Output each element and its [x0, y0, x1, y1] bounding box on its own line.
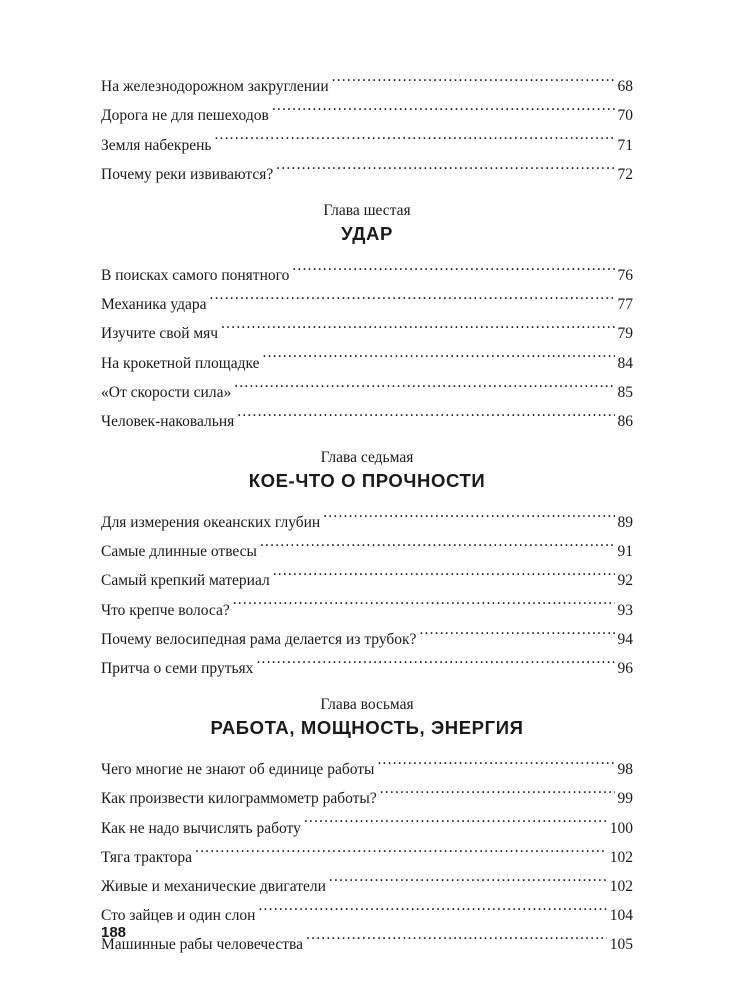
- toc-entry-title: Притча о семи прутьях: [101, 660, 254, 677]
- toc-entry: [101, 251, 633, 284]
- toc-entry-page: 94: [617, 630, 633, 648]
- dot-leader: [258, 891, 606, 920]
- toc-entry-page: 76: [617, 266, 633, 284]
- toc-entry-title: Почему реки извиваются?: [101, 165, 274, 183]
- toc-entry-page: 85: [617, 383, 633, 401]
- toc-entry-page: 100: [609, 819, 633, 837]
- toc-entry-page: 70: [617, 107, 633, 125]
- toc-entry-page: 77: [617, 296, 633, 314]
- chapter-title: РАБОТА, МОЩНОСТЬ, ЭНЕРГИЯ: [210, 717, 524, 738]
- chapter-entries: [101, 498, 633, 677]
- dot-leader: [304, 803, 607, 832]
- toc-entry-title: Дорога не для пешеходов: [101, 107, 269, 125]
- toc-entry-title: «От скорости сила»: [101, 383, 232, 401]
- toc-entry-title: Как не надо вычислять работу: [101, 819, 301, 837]
- dot-leader: [272, 91, 615, 120]
- dot-leader: [419, 615, 614, 644]
- dot-leader: [306, 920, 607, 949]
- chapter-heading: [101, 448, 633, 494]
- dot-leader: [273, 556, 615, 585]
- chapter-heading: [101, 695, 633, 741]
- toc-entry-page: 99: [617, 790, 633, 808]
- chapter-label: Глава шестая: [323, 201, 411, 219]
- toc-entry-title: Человек-наковальня: [101, 412, 235, 430]
- toc-entry-page: 91: [617, 543, 633, 561]
- toc-entry-title: Тяга трактора: [101, 848, 192, 866]
- dot-leader: [214, 120, 614, 149]
- toc-entry-page: 84: [617, 354, 633, 372]
- dot-leader: [237, 397, 614, 426]
- toc-entry-page: 102: [609, 848, 633, 866]
- dot-leader: [323, 498, 614, 527]
- dot-leader: [377, 745, 614, 774]
- chapter-entries: [101, 251, 633, 430]
- toc-entry-title: Изучите свой мяч: [101, 325, 219, 343]
- dot-leader: [332, 62, 615, 91]
- toc-entry-title: Что крепче волоса?: [101, 601, 230, 619]
- dot-leader: [329, 862, 607, 891]
- toc-entry-title: Чего многие не знают об единице работы: [101, 761, 375, 779]
- dot-leader: [380, 774, 615, 803]
- toc-entry-title: Почему велосипедная рама делается из трубок?: [101, 630, 417, 648]
- toc-entry-title: Сто зайцев и один слон: [101, 907, 256, 925]
- dot-leader: [260, 527, 615, 556]
- toc-entry: [101, 745, 633, 779]
- chapter-label: Глава седьмая: [320, 448, 414, 466]
- toc-entry-page: 89: [617, 514, 633, 532]
- chapter-heading: [101, 201, 633, 247]
- toc-entry: [101, 62, 633, 96]
- chapter-entries: [101, 745, 633, 954]
- toc-entry-page: 86: [617, 412, 633, 430]
- toc-entry-title: В поисках самого понятного: [101, 266, 290, 284]
- toc-entry-title: Самый крепкий материал: [101, 572, 270, 590]
- toc-entry-page: 79: [617, 325, 633, 343]
- toc-entry-page: 71: [617, 136, 633, 154]
- chapter-label: Глава восьмая: [320, 696, 414, 713]
- dot-leader: [195, 833, 607, 862]
- chapter-title: КОЕ-ЧТО О ПРОЧНОСТИ: [248, 469, 486, 491]
- toc-entry-page: 68: [617, 78, 633, 96]
- toc-entry-page: 104: [609, 907, 633, 925]
- toc-entry-title: Как произвести килограммометр работы?: [101, 790, 377, 808]
- dot-leader: [233, 585, 615, 614]
- toc-entry-page: 93: [617, 601, 633, 619]
- toc-entry-page: 96: [617, 660, 633, 677]
- dot-leader: [263, 338, 615, 367]
- dot-leader: [256, 644, 614, 673]
- toc-entry-title: Живые и механические двигатели: [101, 877, 326, 895]
- dot-leader: [210, 280, 615, 309]
- toc-entry-title: На крокетной площадке: [101, 354, 260, 372]
- page-number: 188: [101, 924, 127, 941]
- toc-entry-page: 72: [617, 165, 633, 183]
- toc-entry-title: Для измерения океанских глубин: [101, 514, 321, 532]
- toc-entry-page: 105: [609, 936, 633, 954]
- toc-entry-title: Машинные рабы человечества: [101, 936, 304, 954]
- toc-entry-title: Механика удара: [101, 296, 207, 314]
- table-of-contents: [101, 62, 633, 954]
- toc-entry-title: На железнодорожном закруглении: [101, 78, 329, 96]
- chapter-title: УДАР: [341, 222, 393, 244]
- dot-leader: [292, 251, 614, 280]
- toc-entry-page: 92: [617, 572, 633, 590]
- toc-continued-section: [101, 62, 633, 183]
- dot-leader: [276, 150, 614, 179]
- dot-leader: [234, 368, 614, 397]
- toc-entry-page: 98: [617, 761, 633, 779]
- dot-leader: [221, 309, 614, 338]
- toc-entry-page: 102: [609, 877, 633, 895]
- toc-entry: [101, 498, 633, 532]
- toc-entry-title: Самые длинные отвесы: [101, 543, 257, 561]
- toc-entry-title: Земля набекрень: [101, 136, 212, 154]
